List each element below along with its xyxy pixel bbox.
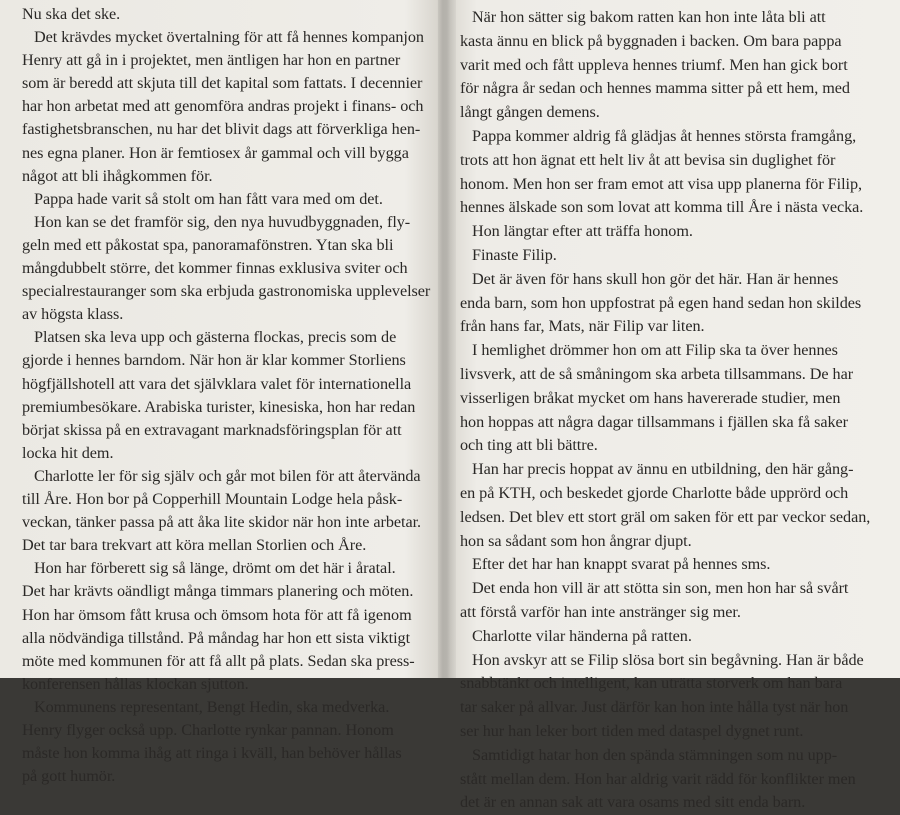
right-paragraph-10: Charlotte vilar händerna på ratten. — [460, 626, 692, 645]
right-paragraph-7: Han har precis hoppat av ännu en utbildning, den här gång- en på KTH, och beskedet gjorde Charlotte både upprörd och ledsen. Det blev ett stort gräl om saken för ett par veckor sedan, hon sa sådant som hon ångrar djupt. — [460, 460, 871, 550]
right-paragraph-6: I hemlighet drömmer hon om att Filip ska ta över hennes livsverk, att de så småningom ska arbeta tillsammans. De har visserligen bråkat mycket om hans havererade studier, men hon hoppas att några dagar tillsammans i fjällen ska få saker och ting att bli bättre. — [460, 341, 854, 455]
left-paragraph-6: Charlotte ler för sig själv och går mot bilen för att återvända till Åre. Hon bor på Copperhill Mountain Lodge hela påsk- veckan, tänker passa på att åka lite skidor när hon inte arbetar. Det tar bara trekvart att köra mellan Storlien och Åre. — [22, 467, 422, 555]
left-paragraph-3: Pappa hade varit så stolt om han fått vara med om det. — [22, 189, 383, 208]
right-paragraph-8: Efter det har han knappt svarat på hennes sms. — [460, 555, 771, 574]
left-paragraph-5: Platsen ska leva upp och gästerna flockas, precis som de gjorde i hennes barndom. När hon är klar kommer Storliens högfjällshotell att vara det självklara valet för internationella premiumbesökare. Arabiska turister, kinesiska, hon har redan börjat skissa på en extravagant marknadsföringsplan för att locka hit dem. — [22, 328, 416, 462]
right-paragraph-12: Samtidigt hatar hon den spända stämningen som nu upp- stått mellan dem. Hon har aldrig varit rädd för konflikter men det är en annan sak att vara osams med sitt enda barn. — [460, 745, 856, 812]
left-paragraph-4: Hon kan se det framför sig, den nya huvudbyggnaden, fly- geln med ett påkostat spa, panoramafönstren. Ytan ska bli mångdubbelt större, det kommer finnas exklusiva sviter och specialrestauranger som ska erbjuda gastronomiska upplevelser av högsta klass. — [22, 212, 431, 324]
right-paragraph-2: Pappa kommer aldrig få glädjas åt hennes största framgång, trots att hon ägnat ett helt liv åt att bevisa sin duglighet för honom. Men hon ser fram emot att visa upp planerna för Filip, hennes älskade son som lovat att komma till Åre i nästa vecka. — [460, 127, 864, 217]
left-paragraph-2: Det krävdes mycket övertalning för att få hennes kompanjon Henry att gå in i projektet, men äntligen har hon en partner som är beredd att skjuta till det kapital som fattats. I decennier har hon arbetat med att genomföra andras projekt i finans- och fastighetsbranschen, nu har det blivit dags att förverkliga hen- nes egna planer. Hon är femtiosex år gammal och vill bygga något att bli ihågkommen för. — [22, 28, 424, 185]
left-paragraph-8: Kommunens representant, Bengt Hedin, ska medverka. Henry flyger också upp. Charlotte rynkar pannan. Honom måste hon komma ihåg att ringa i kväll, han behöver hållas på gott humör. — [22, 698, 402, 786]
right-paragraph-1: När hon sätter sig bakom ratten kan hon inte låta bli att kasta ännu en blick på byggnaden i backen. Om bara pappa varit med och fått uppleva hennes triumf. Men han gick bort för några år sedan och hennes mamma sitter på ett hem, med långt gången demens. — [460, 8, 850, 122]
right-page — [452, 0, 900, 812]
left-page — [0, 0, 440, 786]
right-paragraph-3: Hon längtar efter att träffa honom. — [460, 222, 693, 241]
right-paragraph-4: Finaste Filip. — [460, 246, 557, 264]
left-paragraph-7: Hon har förberett sig så länge, drömt om det här i åratal. Det har krävts oändligt många timmars planering och möten. Hon har ömsom fått krusa och ömsom hota för att få igenom alla nödvändiga tillstånd. På måndag har hon ett sista viktigt möte med kommunen för att få allt på plats. Sedan ska press- konferensen hållas klockan sjutton. — [22, 559, 415, 693]
right-paragraph-11: Hon avskyr att se Filip slösa bort sin begåvning. Han är både snabbtänkt och intelligent, kan uträtta storverk om han bara tar saker på allvar. Just därför kan hon inte hålla tyst när hon ser hur han leker bort tiden med dataspel dygnet runt. — [460, 650, 864, 740]
right-paragraph-9: Det enda hon vill är att stötta sin son, men hon har så svårt att förstå varför han inte anstränger sig mer. — [460, 579, 849, 621]
right-paragraph-5: Det är även för hans skull hon gör det här. Han är hennes enda barn, som hon uppfostrat på egen hand sedan hon skildes från hans far, Mats, när Filip var liten. — [460, 269, 862, 336]
left-paragraph-1: Nu ska det ske. — [22, 5, 121, 23]
